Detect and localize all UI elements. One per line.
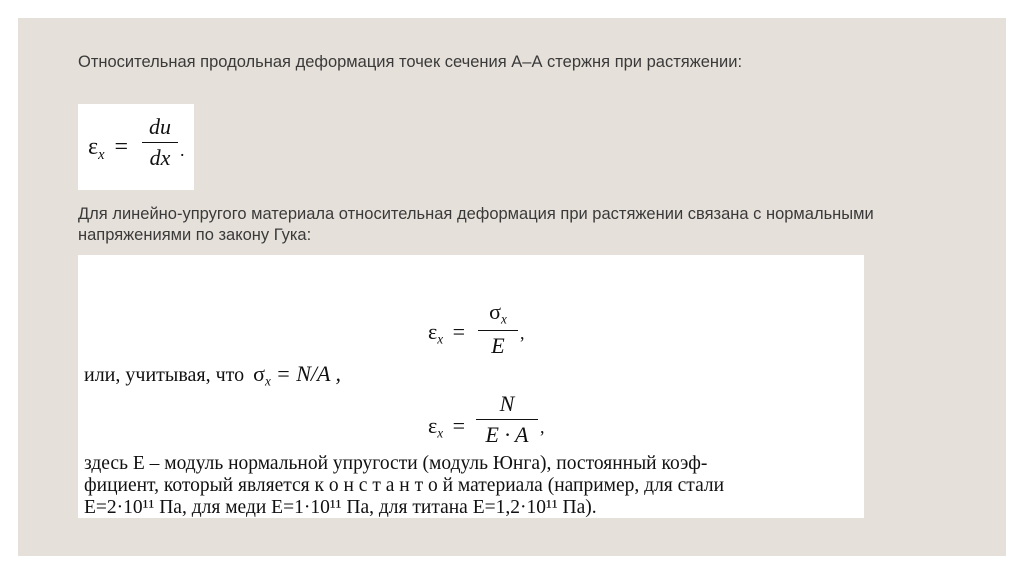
paragraph-line-1: здесь E – модуль нормальной упругости (модуль Юнга), постоянный коэф- xyxy=(84,453,708,474)
strain-formula xyxy=(78,104,194,190)
eq2-lhs: $\varepsilon_x$ = xyxy=(428,413,466,441)
paragraph-line-2: фициент, который является к о н с т а н т о й материала (например, для стали xyxy=(84,475,725,496)
hooke-text: Для линейно-упругого материала относительная деформация при растяжении связана с нормальными напряжениями по закону Гука: xyxy=(78,205,874,244)
eq1-fraction: $\sigma_x$ E xyxy=(478,299,518,359)
eq2-tail: , xyxy=(540,417,545,437)
scanned-textbook-excerpt xyxy=(78,255,864,518)
paragraph-line-3: E=2·10¹¹ Па, для меди E=1·10¹¹ Па, для титана E=1,2·10¹¹ Па). xyxy=(84,497,597,518)
eq2-fraction: N E · A xyxy=(476,391,538,448)
intro-text: Относительная продольная деформация точек сечения А–А стержня при растяжении: xyxy=(78,53,743,71)
formula-fraction: du dx xyxy=(142,114,178,171)
considering-line: или, учитывая, что $\sigma_x = N/A$ , xyxy=(84,361,342,389)
eq1-lhs: $\varepsilon_x$ = xyxy=(428,319,466,347)
eq1-tail: , xyxy=(520,323,525,343)
formula-tail: . xyxy=(180,140,185,160)
young-modulus-paragraph xyxy=(84,453,724,519)
formula-lhs: $\varepsilon_x$ = xyxy=(88,134,129,164)
